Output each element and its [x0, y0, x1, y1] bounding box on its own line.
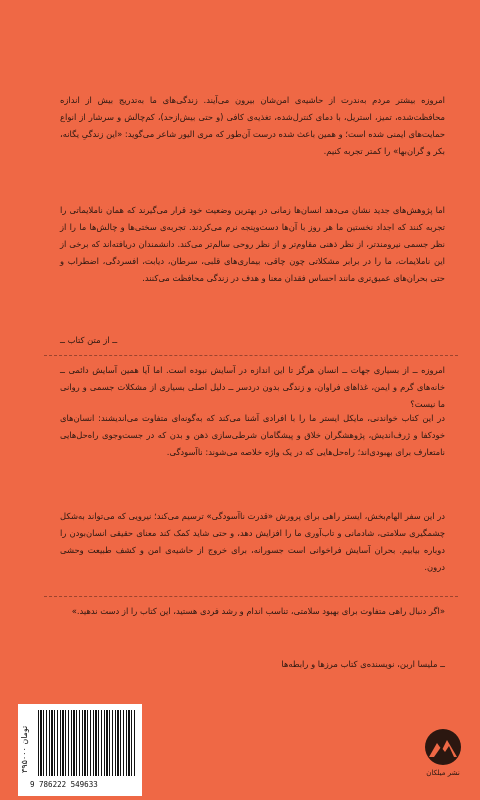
barcode-bars	[38, 710, 136, 776]
body-paragraph-2: در این کتاب خواندنی، مایکل ایستر ما را با افرادی آشنا می‌کند که به‌گونه‌ای متفاوت می‌اندیشند: انسان‌های خودکفا و ژرف‌اندیش، پژوهشگران خلاق و پیشگامان شرطی‌سازی ذهن و بدن که در جست‌وجوی راه‌حل‌هایی نامتعارف برای بهبودی‌اند؛ راه‌حل‌هایی که در یک واژه خلاصه می‌شوند: ناآسودگی.	[60, 413, 445, 457]
divider-bottom	[44, 596, 458, 597]
mountain-logo-icon	[424, 728, 462, 766]
endorsement-attribution: ــ ملیسا اربن، نویسنده‌ی کتاب مرزها و رابطه‌ها	[281, 659, 445, 669]
endorsement-quote: «اگر دنبال راهی متفاوت برای بهبود سلامتی، تناسب اندام و رشد فردی هستید، این کتاب را از دست ندهید.»	[71, 606, 445, 616]
body-paragraph-1: امروزه ــ از بسیاری جهات ــ انسان هرگز تا این اندازه در آسایش نبوده است. اما آیا همین آسایش دائمی ــ خانه‌های گرم و ایمن، غذاهای فراوان، و زندگی بدون دردسر ــ دلیل اصلی بسیاری از مشکلات جسمی و روانی ما نیست؟	[60, 365, 445, 409]
publisher-logo	[420, 728, 466, 790]
price-label: ۳۹۵۰۰۰ تومان	[20, 725, 29, 773]
divider-top	[44, 355, 458, 356]
publisher-name: نشر میلکان	[426, 769, 460, 777]
body-paragraph-3: در این سفر الهام‌بخش، ایستر راهی برای پرورش «قدرت ناآسودگی» ترسیم می‌کند؛ نیرویی که می‌تواند به‌شکل چشمگیری سلامتی، شادمانی و تاب‌آوری ما را افزایش دهد، و حتی شاید کمک کند معنای حقیقی انسان‌بودن را دوباره بیابیم. بحران آسایش فراخوانی است جسورانه، برای خروج از حاشیه‌ی امن و کشف طبیعت وحشی درون.	[60, 511, 445, 572]
excerpt-attribution: ــ از متن کتاب ــ	[60, 335, 118, 345]
isbn-barcode	[18, 704, 142, 796]
intro-paragraph-2: اما پژوهش‌های جدید نشان می‌دهد انسان‌ها زمانی در بهترین وضعیت خود قرار می‌گیرند که همان ناملایماتی را تجربه کنند که اجداد نخستین ما هر روز با آن‌ها دست‌وپنجه نرم می‌کردند. تجربه‌ی سختی‌ها و چالش‌ها ما را از نظر جسمی نیرومندتر، از نظر ذهنی مقاوم‌تر و از نظر روحی سالم‌تر می‌کند. دانشمندان دریافته‌اند که برخی از این ناملایمات، ما را در برابر مشکلاتی چون چاقی، بیماری‌های قلبی، سرطان، دیابت، افسردگی، اضطراب و حتی بحران‌های عمیق‌تری مانند احساس فقدان معنا و هدف در زندگی محافظت می‌کنند.	[60, 205, 445, 283]
barcode-digits: 9 786222 549633	[30, 780, 98, 789]
intro-paragraph-1: امروزه بیشتر مردم به‌ندرت از حاشیه‌ی امن‌شان بیرون می‌آیند. زندگی‌های ما به‌تدریج بیش از اندازه محافظت‌شده، تمیز، استریل، با دمای کنترل‌شده، تغذیه‌ی کافی (و حتی بیش‌ازحد)، کم‌چالش و سرشار از انواع حمایت‌های ایمنی شده است؛ و همین باعث شده درست آن‌طور که مری الیور شاعر می‌گوید: «این زندگیِ یگانه، بکر و گران‌بها» را کمتر تجربه کنیم.	[60, 95, 445, 156]
